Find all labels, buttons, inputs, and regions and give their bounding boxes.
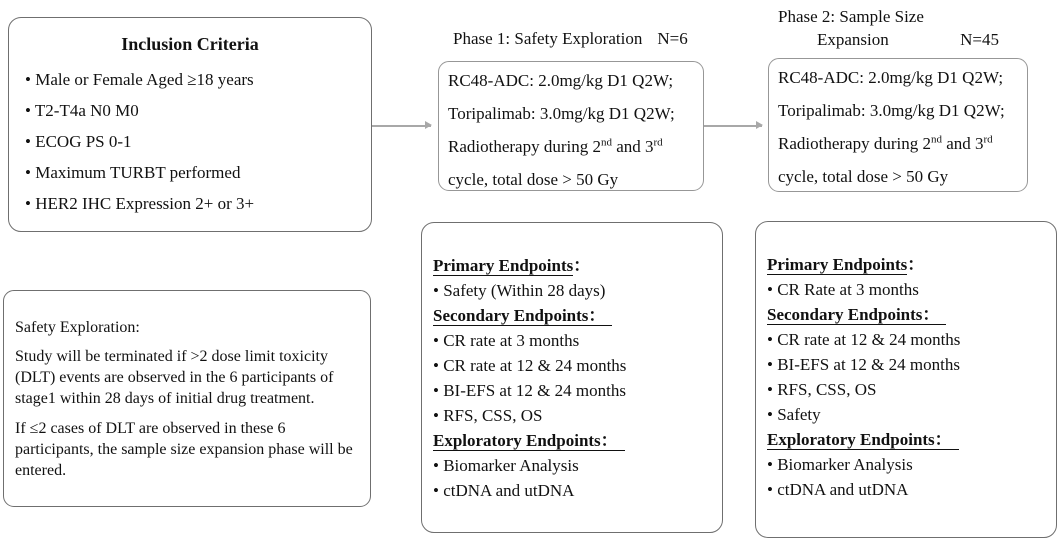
phase2-treatment-box [768,58,1028,192]
ordinal-superscript: rd [983,133,993,146]
radiotherapy-text: and 3 [611,137,654,156]
inclusion-criteria-title: Inclusion Criteria [121,34,259,54]
secondary-endpoints-heading [433,303,712,328]
inclusion-item: • T2-T4a N0 M0 [25,101,139,120]
heading-underlined-text: Exploratory Endpoints： [767,430,959,450]
phase2-title-line1: Phase 2: Sample Size [778,7,924,26]
inclusion-criteria-box [8,17,372,232]
phase1-header [453,29,688,49]
safety-note-title: Safety Exploration: [15,319,140,336]
phase2-sample-size: N=45 [960,30,999,49]
heading-underlined-text: Secondary Endpoints： [433,306,612,326]
treatment-rc48-line: RC48-ADC: 2.0mg/kg D1 Q2W; [448,71,674,90]
treatment-toripalimab-line: Toripalimab: 3.0mg/kg D1 Q2W; [448,104,675,123]
inclusion-item: • Male or Female Aged ≥18 years [25,70,254,89]
radiotherapy-text: and 3 [941,134,984,153]
ordinal-superscript: nd [930,133,942,146]
endpoint-item: • CR Rate at 3 months [767,280,919,299]
exploratory-endpoints-heading [767,427,1046,452]
primary-endpoints-heading [433,253,712,278]
phase1-sample-size: N=6 [657,29,688,48]
phase1-title: Phase 1: Safety Exploration [453,29,643,48]
primary-endpoints-heading [767,252,1046,277]
inclusion-item: • Maximum TURBT performed [25,163,241,182]
phase2-title-expansion: Expansion [817,30,889,49]
treatment-dose-line: cycle, total dose > 50 Gy [448,170,619,189]
heading-colon: ： [573,256,591,275]
endpoint-item: • BI-EFS at 12 & 24 months [767,355,960,374]
inclusion-item: • ECOG PS 0-1 [25,132,132,151]
heading-underlined-text: Primary Endpoints [767,255,908,274]
endpoint-item: • CR rate at 12 & 24 months [433,356,627,375]
exploratory-endpoints-heading [433,428,712,453]
heading-underlined-text: Secondary Endpoints： [767,305,946,325]
endpoint-item: • BI-EFS at 12 & 24 months [433,381,626,400]
phase2-title-line2 [817,30,999,50]
treatment-toripalimab-line: Toripalimab: 3.0mg/kg D1 Q2W; [778,101,1005,120]
phase1-endpoints-box [421,222,723,533]
endpoint-item: • Biomarker Analysis [433,456,579,475]
endpoint-item: • RFS, CSS, OS [433,406,543,425]
endpoint-item: • Biomarker Analysis [767,455,913,474]
treatment-radiotherapy-line [778,127,1018,160]
phase2-endpoints-box [755,221,1057,538]
phase1-treatment-box [438,61,704,191]
treatment-rc48-line: RC48-ADC: 2.0mg/kg D1 Q2W; [778,68,1004,87]
endpoint-item: • RFS, CSS, OS [767,380,877,399]
endpoint-item: • ctDNA and utDNA [767,480,909,499]
endpoint-item: • CR rate at 12 & 24 months [767,330,961,349]
ordinal-superscript: nd [600,136,612,149]
ordinal-superscript: rd [653,136,663,149]
heading-underlined-text: Exploratory Endpoints： [433,431,625,451]
safety-note-paragraph: If ≤2 cases of DLT are observed in these 6 participants, the sample size expansion phase will be entered. [15,420,353,479]
endpoint-item: • CR rate at 3 months [433,331,580,350]
endpoint-item: • ctDNA and utDNA [433,481,575,500]
heading-underlined-text: Primary Endpoints [433,256,574,275]
endpoint-item: • Safety [767,405,821,424]
heading-colon: ： [907,255,925,274]
treatment-dose-line: cycle, total dose > 50 Gy [778,167,949,186]
arrow-phase1-to-phase2 [704,125,762,127]
radiotherapy-text: Radiotherapy during 2 [448,137,601,156]
arrow-inclusion-to-phase1 [372,125,431,127]
inclusion-item: • HER2 IHC Expression 2+ or 3+ [25,194,255,213]
secondary-endpoints-heading [767,302,1046,327]
treatment-radiotherapy-line [448,130,694,163]
endpoint-item: • Safety (Within 28 days) [433,281,606,300]
safety-exploration-note-box [3,290,371,507]
safety-note-paragraph: Study will be terminated if >2 dose limit toxicity (DLT) events are observed in the 6 participants of stage1 within 28 days of initial drug treatment. [15,348,334,407]
radiotherapy-text: Radiotherapy during 2 [778,134,931,153]
